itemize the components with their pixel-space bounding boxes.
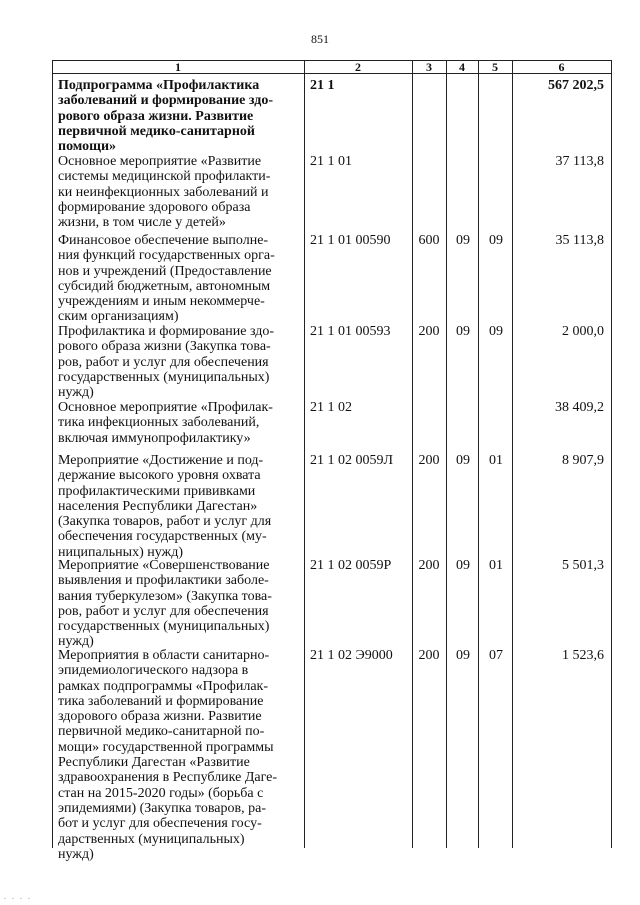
row-vr: 200 [418, 324, 440, 339]
col-border-right [611, 60, 612, 848]
row-name: Профилактика и формирование здо- рового образа жизни (Закупка това- ров, работ и услуг для обеспечения государственных (муниципальных) нужд) [58, 324, 275, 401]
row-amount: 1 523,6 [562, 648, 604, 663]
col-border-4-5 [478, 60, 479, 848]
header-col-3: 3 [426, 60, 432, 74]
header-col-1: 1 [175, 60, 181, 74]
row-amount: 35 113,8 [555, 233, 604, 248]
col-border-3-4 [446, 60, 447, 848]
row-name: Мероприятие «Совершенствование выявления и профилактики заболе- вания туберкулезом» (Закупка това- ров, работ и услуг для обеспечения государственных (муниципальных) нужд) [58, 558, 272, 650]
row-rz: 09 [456, 558, 470, 573]
row-code: 21 1 02 0059Р [310, 558, 392, 573]
row-amount: 567 202,5 [548, 78, 604, 93]
row-rz: 09 [456, 233, 470, 248]
row-name: Финансовое обеспечение выполне- ния функций государственных орга- нов и учреждений (Предоставление субсидий бюджетным, автономным учреждениям и иным некоммерче- ским организациям) [58, 233, 275, 325]
row-amount: 2 000,0 [562, 324, 604, 339]
row-vr: 200 [418, 453, 440, 468]
scan-artifact: . . . . [4, 892, 32, 901]
row-pr: 01 [489, 453, 503, 468]
row-name: Подпрограмма «Профилактика заболеваний и формирование здо- рового образа жизни. Развитие первичной медико-санитарной помощи» [58, 78, 273, 155]
budget-table [52, 60, 612, 862]
row-name: Мероприятия в области санитарно- эпидемиологического надзора в рамках подпрограммы «Профилак- тика заболеваний и формирование здорового образа жизни. Развитие первичной медико-санитарной по- мощи» государственной программы Республики Дагестан «Развитие здравоохранения в Республике Даге- стан на 2015-2020 годы» (борьба с эпидемиями) (Закупка товаров, ра- бот и услуг для обеспечения госу- дарственных (муниципальных) нужд) [58, 648, 278, 862]
header-col-2: 2 [355, 60, 361, 74]
row-pr: 01 [489, 558, 503, 573]
row-rz: 09 [456, 453, 470, 468]
row-pr: 09 [489, 324, 503, 339]
row-code: 21 1 01 00590 [310, 233, 391, 248]
page-number: 851 [311, 32, 329, 46]
row-rz: 09 [456, 648, 470, 663]
row-code: 21 1 01 [310, 154, 352, 169]
row-amount: 38 409,2 [555, 400, 604, 415]
header-col-6: 6 [558, 60, 565, 74]
col-border-5-6 [512, 60, 513, 848]
row-name: Основное мероприятие «Профилак- тика инфекционных заболеваний, включая иммунопрофилактику» [58, 400, 273, 446]
row-code: 21 1 02 Э9000 [310, 648, 393, 663]
col-border-1-2 [304, 60, 305, 848]
row-vr: 600 [418, 233, 440, 248]
header-col-5: 5 [492, 60, 498, 74]
row-rz: 09 [456, 324, 470, 339]
row-vr: 200 [418, 648, 440, 663]
header-col-4: 4 [459, 60, 465, 74]
col-border-left [52, 60, 53, 848]
row-code: 21 1 [310, 78, 335, 93]
row-amount: 5 501,3 [562, 558, 604, 573]
row-amount: 8 907,9 [562, 453, 604, 468]
row-pr: 07 [489, 648, 503, 663]
row-name: Основное мероприятие «Развитие системы медицинской профилакти- ки неинфекционных заболеваний и формирование здорового образа жизни, в том числе у детей» [58, 154, 271, 231]
row-code: 21 1 02 0059Л [310, 453, 393, 468]
row-code: 21 1 01 00593 [310, 324, 391, 339]
row-amount: 37 113,8 [555, 154, 604, 169]
row-vr: 200 [418, 558, 440, 573]
row-name: Мероприятие «Достижение и под- держание высокого уровня охвата профилактическими прививками населения Республики Дагестан» (Закупка товаров, работ и услуг для обеспечения государственных (му- ниципальных) нужд) [58, 453, 272, 560]
row-pr: 09 [489, 233, 503, 248]
row-code: 21 1 02 [310, 400, 352, 415]
